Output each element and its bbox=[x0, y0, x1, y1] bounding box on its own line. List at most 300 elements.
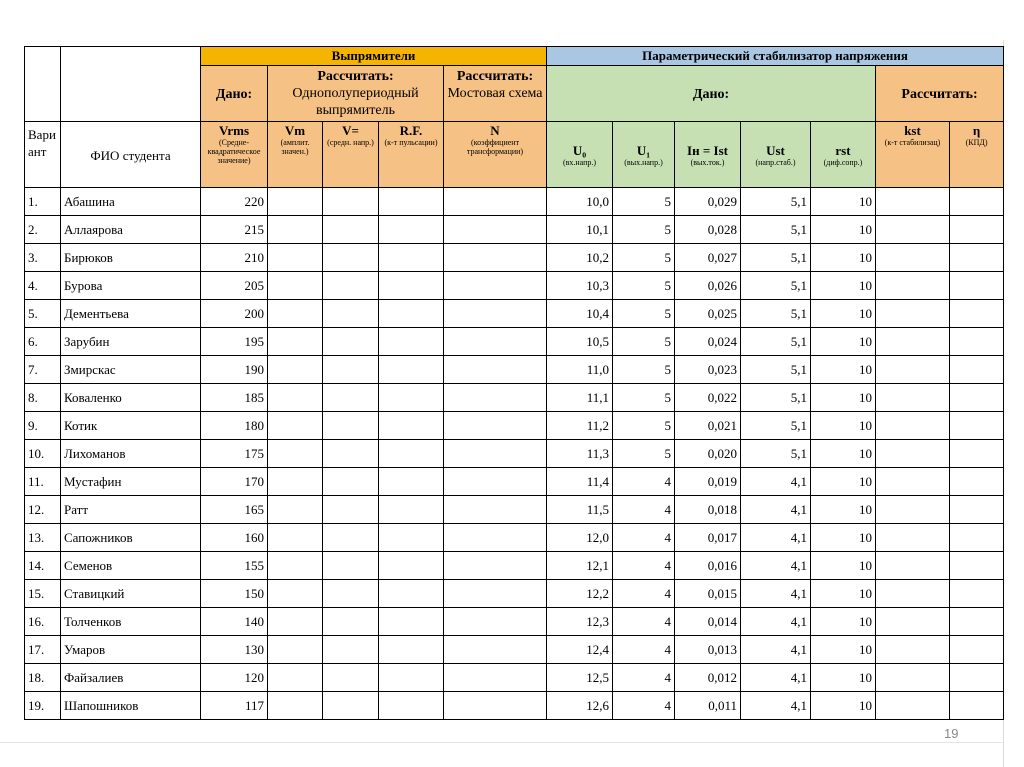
cell-vm bbox=[268, 524, 323, 552]
table-row bbox=[25, 272, 1004, 300]
cell-u0: 12,0 bbox=[547, 524, 613, 552]
cell-student-name: Ратт bbox=[61, 496, 201, 524]
col-header-fio: ФИО студента bbox=[61, 122, 201, 188]
cell-student-name: Котик bbox=[61, 412, 201, 440]
cell-variant: 15. bbox=[25, 580, 61, 608]
table-body bbox=[25, 188, 1004, 720]
cell-student-name: Толченков bbox=[61, 608, 201, 636]
cell-student-name: Дементьева bbox=[61, 300, 201, 328]
cell-eta bbox=[950, 412, 1004, 440]
cell-in-ist: 0,018 bbox=[675, 496, 741, 524]
cell-n bbox=[444, 524, 547, 552]
cell-eta bbox=[950, 636, 1004, 664]
col-header-u0 bbox=[547, 122, 613, 188]
cell-u1: 4 bbox=[613, 608, 675, 636]
cell-kst bbox=[876, 636, 950, 664]
cell-v-avg bbox=[323, 272, 379, 300]
kst-note: (к-т стабилизац) bbox=[884, 138, 941, 147]
cell-kst bbox=[876, 356, 950, 384]
cell-kst bbox=[876, 384, 950, 412]
cell-vm bbox=[268, 468, 323, 496]
cell-n bbox=[444, 216, 547, 244]
cell-rst: 10 bbox=[811, 692, 876, 720]
cell-rf bbox=[379, 188, 444, 216]
cell-vrms: 195 bbox=[201, 328, 268, 356]
cell-v-avg bbox=[323, 440, 379, 468]
table-row bbox=[25, 300, 1004, 328]
cell-u0: 10,1 bbox=[547, 216, 613, 244]
cell-n bbox=[444, 328, 547, 356]
cell-eta bbox=[950, 188, 1004, 216]
cell-variant: 3. bbox=[25, 244, 61, 272]
table-row bbox=[25, 552, 1004, 580]
cell-eta bbox=[950, 356, 1004, 384]
subheader-calc-half-title: Рассчитать: bbox=[317, 69, 394, 84]
rst-note: (диф.сопр.) bbox=[823, 158, 863, 167]
cell-rst: 10 bbox=[811, 440, 876, 468]
cell-kst bbox=[876, 412, 950, 440]
cell-ust: 5,1 bbox=[741, 356, 811, 384]
cell-rst: 10 bbox=[811, 496, 876, 524]
cell-u0: 10,5 bbox=[547, 328, 613, 356]
cell-kst bbox=[876, 300, 950, 328]
cell-u0: 12,5 bbox=[547, 664, 613, 692]
cell-n bbox=[444, 300, 547, 328]
kst-label: kst bbox=[904, 123, 921, 138]
cell-v-avg bbox=[323, 412, 379, 440]
cell-kst bbox=[876, 440, 950, 468]
cell-student-name: Сапожников bbox=[61, 524, 201, 552]
cell-u0: 10,3 bbox=[547, 272, 613, 300]
cell-rf bbox=[379, 440, 444, 468]
cell-vm bbox=[268, 608, 323, 636]
cell-n bbox=[444, 636, 547, 664]
cell-rf bbox=[379, 244, 444, 272]
col-header-v-avg bbox=[323, 122, 379, 188]
cell-variant: 14. bbox=[25, 552, 61, 580]
cell-n bbox=[444, 272, 547, 300]
rf-label: R.F. bbox=[399, 123, 423, 138]
ust-note: (напр.стаб.) bbox=[755, 158, 796, 167]
cell-u0: 12,3 bbox=[547, 608, 613, 636]
cell-u0: 11,5 bbox=[547, 496, 613, 524]
cell-v-avg bbox=[323, 384, 379, 412]
cell-rf bbox=[379, 412, 444, 440]
cell-vm bbox=[268, 356, 323, 384]
cell-ust: 5,1 bbox=[741, 272, 811, 300]
cell-u1: 4 bbox=[613, 692, 675, 720]
cell-ust: 4,1 bbox=[741, 692, 811, 720]
col-header-vrms bbox=[201, 122, 268, 188]
cell-n bbox=[444, 664, 547, 692]
cell-vrms: 140 bbox=[201, 608, 268, 636]
cell-v-avg bbox=[323, 580, 379, 608]
cell-rf bbox=[379, 552, 444, 580]
cell-rst: 10 bbox=[811, 664, 876, 692]
cell-variant: 12. bbox=[25, 496, 61, 524]
cell-rst: 10 bbox=[811, 412, 876, 440]
cell-u1: 4 bbox=[613, 664, 675, 692]
cell-kst bbox=[876, 608, 950, 636]
cell-variant: 18. bbox=[25, 664, 61, 692]
cell-vrms: 155 bbox=[201, 552, 268, 580]
cell-n bbox=[444, 552, 547, 580]
cell-student-name: Лихоманов bbox=[61, 440, 201, 468]
cell-rst: 10 bbox=[811, 636, 876, 664]
u1-label: U₁ bbox=[636, 143, 651, 158]
n-label: N bbox=[490, 123, 500, 138]
cell-kst bbox=[876, 272, 950, 300]
cell-student-name: Абашина bbox=[61, 188, 201, 216]
cell-u1: 5 bbox=[613, 412, 675, 440]
cell-u1: 4 bbox=[613, 524, 675, 552]
cell-rst: 10 bbox=[811, 552, 876, 580]
cell-in-ist: 0,029 bbox=[675, 188, 741, 216]
cell-u1: 5 bbox=[613, 356, 675, 384]
cell-vrms: 210 bbox=[201, 244, 268, 272]
cell-u1: 4 bbox=[613, 496, 675, 524]
cell-rst: 10 bbox=[811, 188, 876, 216]
cell-rst: 10 bbox=[811, 580, 876, 608]
table-row bbox=[25, 412, 1004, 440]
cell-rst: 10 bbox=[811, 468, 876, 496]
table-row bbox=[25, 188, 1004, 216]
cell-vm bbox=[268, 636, 323, 664]
cell-rf bbox=[379, 608, 444, 636]
eta-label: η bbox=[972, 123, 981, 138]
cell-v-avg bbox=[323, 328, 379, 356]
subheader-given: Дано: bbox=[201, 66, 268, 122]
cell-kst bbox=[876, 664, 950, 692]
cell-vrms: 180 bbox=[201, 412, 268, 440]
cell-vm bbox=[268, 188, 323, 216]
cell-eta bbox=[950, 300, 1004, 328]
u0-label: U₀ bbox=[572, 143, 587, 158]
cell-n bbox=[444, 188, 547, 216]
col-header-eta bbox=[950, 122, 1004, 188]
vrms-note: (Средне-квадратическое значение) bbox=[207, 138, 261, 165]
cell-rf bbox=[379, 496, 444, 524]
cell-variant: 4. bbox=[25, 272, 61, 300]
cell-eta bbox=[950, 608, 1004, 636]
v-avg-label: V= bbox=[342, 123, 359, 138]
cell-n bbox=[444, 496, 547, 524]
cell-v-avg bbox=[323, 608, 379, 636]
u1-note: (вых.напр.) bbox=[624, 158, 663, 167]
u0-note: (вх.напр.) bbox=[562, 158, 597, 167]
table-row bbox=[25, 356, 1004, 384]
cell-in-ist: 0,026 bbox=[675, 272, 741, 300]
col-header-n bbox=[444, 122, 547, 188]
cell-u1: 4 bbox=[613, 636, 675, 664]
cell-u0: 10,2 bbox=[547, 244, 613, 272]
cell-in-ist: 0,013 bbox=[675, 636, 741, 664]
cell-variant: 11. bbox=[25, 468, 61, 496]
cell-student-name: Змирскас bbox=[61, 356, 201, 384]
vrms-label: Vrms bbox=[218, 123, 250, 138]
subheader-given-stab: Дано: bbox=[547, 66, 876, 122]
cell-kst bbox=[876, 188, 950, 216]
cell-vrms: 205 bbox=[201, 272, 268, 300]
cell-student-name: Бирюков bbox=[61, 244, 201, 272]
cell-variant: 8. bbox=[25, 384, 61, 412]
cell-rst: 10 bbox=[811, 356, 876, 384]
cell-in-ist: 0,016 bbox=[675, 552, 741, 580]
cell-rf bbox=[379, 468, 444, 496]
cell-ust: 4,1 bbox=[741, 608, 811, 636]
cell-u1: 5 bbox=[613, 272, 675, 300]
cell-u0: 10,0 bbox=[547, 188, 613, 216]
cell-u0: 11,0 bbox=[547, 356, 613, 384]
cell-student-name: Мустафин bbox=[61, 468, 201, 496]
group-header-rectifiers: Выпрямители bbox=[201, 47, 547, 66]
cell-u1: 5 bbox=[613, 328, 675, 356]
cell-vm bbox=[268, 216, 323, 244]
cell-vrms: 185 bbox=[201, 384, 268, 412]
cell-ust: 4,1 bbox=[741, 552, 811, 580]
cell-rf bbox=[379, 356, 444, 384]
cell-variant: 1. bbox=[25, 188, 61, 216]
table-row bbox=[25, 440, 1004, 468]
n-note: (коэффициент трансформации) bbox=[466, 138, 524, 156]
cell-n bbox=[444, 468, 547, 496]
cell-v-avg bbox=[323, 468, 379, 496]
cell-u1: 4 bbox=[613, 580, 675, 608]
cell-rst: 10 bbox=[811, 328, 876, 356]
cell-in-ist: 0,023 bbox=[675, 356, 741, 384]
cell-vm bbox=[268, 580, 323, 608]
cell-ust: 4,1 bbox=[741, 496, 811, 524]
col-header-u1 bbox=[613, 122, 675, 188]
table-row bbox=[25, 580, 1004, 608]
cell-ust: 5,1 bbox=[741, 188, 811, 216]
table-row bbox=[25, 664, 1004, 692]
table-row bbox=[25, 608, 1004, 636]
cell-v-avg bbox=[323, 692, 379, 720]
cell-student-name: Аллаярова bbox=[61, 216, 201, 244]
cell-vrms: 117 bbox=[201, 692, 268, 720]
cell-n bbox=[444, 440, 547, 468]
cell-in-ist: 0,012 bbox=[675, 664, 741, 692]
subheader-calc-bridge bbox=[444, 66, 547, 122]
cell-vrms: 215 bbox=[201, 216, 268, 244]
cell-ust: 4,1 bbox=[741, 580, 811, 608]
cell-vm bbox=[268, 272, 323, 300]
cell-kst bbox=[876, 496, 950, 524]
cell-v-avg bbox=[323, 188, 379, 216]
cell-u1: 5 bbox=[613, 384, 675, 412]
cell-rf bbox=[379, 272, 444, 300]
cell-ust: 4,1 bbox=[741, 524, 811, 552]
page-number: 19 bbox=[944, 726, 959, 741]
cell-kst bbox=[876, 216, 950, 244]
cell-vm bbox=[268, 496, 323, 524]
cell-vrms: 130 bbox=[201, 636, 268, 664]
cell-in-ist: 0,015 bbox=[675, 580, 741, 608]
cell-ust: 5,1 bbox=[741, 244, 811, 272]
col-header-kst bbox=[876, 122, 950, 188]
col-header-in-ist bbox=[675, 122, 741, 188]
cell-vrms: 220 bbox=[201, 188, 268, 216]
col-header-vm bbox=[268, 122, 323, 188]
table-row bbox=[25, 636, 1004, 664]
cell-u0: 10,4 bbox=[547, 300, 613, 328]
cell-ust: 5,1 bbox=[741, 216, 811, 244]
cell-rst: 10 bbox=[811, 244, 876, 272]
cell-kst bbox=[876, 524, 950, 552]
cell-student-name: Файзалиев bbox=[61, 664, 201, 692]
cell-n bbox=[444, 412, 547, 440]
cell-in-ist: 0,020 bbox=[675, 440, 741, 468]
cell-v-avg bbox=[323, 216, 379, 244]
cell-u1: 5 bbox=[613, 188, 675, 216]
cell-vm bbox=[268, 692, 323, 720]
cell-vrms: 120 bbox=[201, 664, 268, 692]
cell-ust: 5,1 bbox=[741, 384, 811, 412]
cell-eta bbox=[950, 216, 1004, 244]
header-blank-fio bbox=[61, 47, 201, 122]
cell-vrms: 165 bbox=[201, 496, 268, 524]
cell-vm bbox=[268, 384, 323, 412]
cell-rf bbox=[379, 384, 444, 412]
cell-u0: 11,2 bbox=[547, 412, 613, 440]
cell-ust: 5,1 bbox=[741, 440, 811, 468]
in-ist-label: Iн = Ist bbox=[687, 143, 728, 158]
cell-vm bbox=[268, 328, 323, 356]
cell-in-ist: 0,014 bbox=[675, 608, 741, 636]
cell-n bbox=[444, 244, 547, 272]
cell-vrms: 150 bbox=[201, 580, 268, 608]
cell-variant: 5. bbox=[25, 300, 61, 328]
cell-vrms: 170 bbox=[201, 468, 268, 496]
cell-kst bbox=[876, 244, 950, 272]
cell-ust: 5,1 bbox=[741, 328, 811, 356]
v-avg-note: (средн. напр.) bbox=[327, 138, 374, 147]
cell-variant: 10. bbox=[25, 440, 61, 468]
cell-student-name: Бурова bbox=[61, 272, 201, 300]
rst-label: rst bbox=[835, 143, 851, 158]
cell-kst bbox=[876, 328, 950, 356]
cell-u1: 5 bbox=[613, 244, 675, 272]
cell-kst bbox=[876, 692, 950, 720]
cell-vm bbox=[268, 412, 323, 440]
cell-u0: 11,3 bbox=[547, 440, 613, 468]
cell-in-ist: 0,022 bbox=[675, 384, 741, 412]
cell-rst: 10 bbox=[811, 524, 876, 552]
cell-rf bbox=[379, 524, 444, 552]
cell-vm bbox=[268, 244, 323, 272]
cell-u0: 12,4 bbox=[547, 636, 613, 664]
cell-student-name: Коваленко bbox=[61, 384, 201, 412]
cell-rst: 10 bbox=[811, 216, 876, 244]
table-row bbox=[25, 496, 1004, 524]
cell-vrms: 200 bbox=[201, 300, 268, 328]
cell-rst: 10 bbox=[811, 608, 876, 636]
cell-in-ist: 0,017 bbox=[675, 524, 741, 552]
cell-vm bbox=[268, 664, 323, 692]
rf-note: (к-т пульсации) bbox=[384, 138, 438, 147]
cell-u1: 4 bbox=[613, 468, 675, 496]
cell-n bbox=[444, 692, 547, 720]
cell-variant: 6. bbox=[25, 328, 61, 356]
cell-variant: 13. bbox=[25, 524, 61, 552]
cell-rst: 10 bbox=[811, 300, 876, 328]
col-header-rf bbox=[379, 122, 444, 188]
cell-kst bbox=[876, 580, 950, 608]
cell-in-ist: 0,025 bbox=[675, 300, 741, 328]
cell-rst: 10 bbox=[811, 272, 876, 300]
cell-v-avg bbox=[323, 524, 379, 552]
cell-v-avg bbox=[323, 636, 379, 664]
cell-variant: 7. bbox=[25, 356, 61, 384]
cell-v-avg bbox=[323, 552, 379, 580]
cell-u0: 11,1 bbox=[547, 384, 613, 412]
table-row bbox=[25, 468, 1004, 496]
cell-u1: 5 bbox=[613, 216, 675, 244]
table-row bbox=[25, 216, 1004, 244]
cell-vrms: 190 bbox=[201, 356, 268, 384]
cell-eta bbox=[950, 384, 1004, 412]
cell-eta bbox=[950, 272, 1004, 300]
cell-rf bbox=[379, 636, 444, 664]
cell-ust: 4,1 bbox=[741, 468, 811, 496]
cell-in-ist: 0,021 bbox=[675, 412, 741, 440]
cell-eta bbox=[950, 468, 1004, 496]
page-frame-bottom bbox=[0, 742, 1003, 743]
table-row bbox=[25, 524, 1004, 552]
table-row bbox=[25, 328, 1004, 356]
cell-in-ist: 0,011 bbox=[675, 692, 741, 720]
group-header-stabilizer: Параметрический стабилизатор напряжения bbox=[547, 47, 1004, 66]
cell-student-name: Умаров bbox=[61, 636, 201, 664]
cell-rf bbox=[379, 664, 444, 692]
cell-rf bbox=[379, 328, 444, 356]
vm-label: Vm bbox=[284, 123, 306, 138]
cell-student-name: Ставицкий bbox=[61, 580, 201, 608]
cell-kst bbox=[876, 468, 950, 496]
cell-vm bbox=[268, 300, 323, 328]
cell-n bbox=[444, 580, 547, 608]
cell-u1: 5 bbox=[613, 300, 675, 328]
cell-student-name: Зарубин bbox=[61, 328, 201, 356]
cell-variant: 17. bbox=[25, 636, 61, 664]
cell-v-avg bbox=[323, 300, 379, 328]
cell-u1: 5 bbox=[613, 440, 675, 468]
cell-student-name: Семенов bbox=[61, 552, 201, 580]
cell-u0: 11,4 bbox=[547, 468, 613, 496]
cell-ust: 5,1 bbox=[741, 300, 811, 328]
cell-v-avg bbox=[323, 244, 379, 272]
cell-eta bbox=[950, 692, 1004, 720]
cell-n bbox=[444, 384, 547, 412]
cell-vrms: 160 bbox=[201, 524, 268, 552]
cell-student-name: Шапошников bbox=[61, 692, 201, 720]
cell-in-ist: 0,028 bbox=[675, 216, 741, 244]
cell-variant: 2. bbox=[25, 216, 61, 244]
cell-ust: 4,1 bbox=[741, 636, 811, 664]
assignment-table bbox=[24, 46, 1004, 720]
cell-eta bbox=[950, 440, 1004, 468]
cell-eta bbox=[950, 580, 1004, 608]
in-ist-note: (вых.ток.) bbox=[690, 158, 725, 167]
cell-rf bbox=[379, 692, 444, 720]
cell-u0: 12,1 bbox=[547, 552, 613, 580]
eta-note: (КПД) bbox=[965, 138, 988, 147]
cell-eta bbox=[950, 328, 1004, 356]
cell-ust: 5,1 bbox=[741, 412, 811, 440]
subheader-calc-half-sub: Однополупериодный выпрямитель bbox=[292, 86, 419, 118]
col-header-ust bbox=[741, 122, 811, 188]
